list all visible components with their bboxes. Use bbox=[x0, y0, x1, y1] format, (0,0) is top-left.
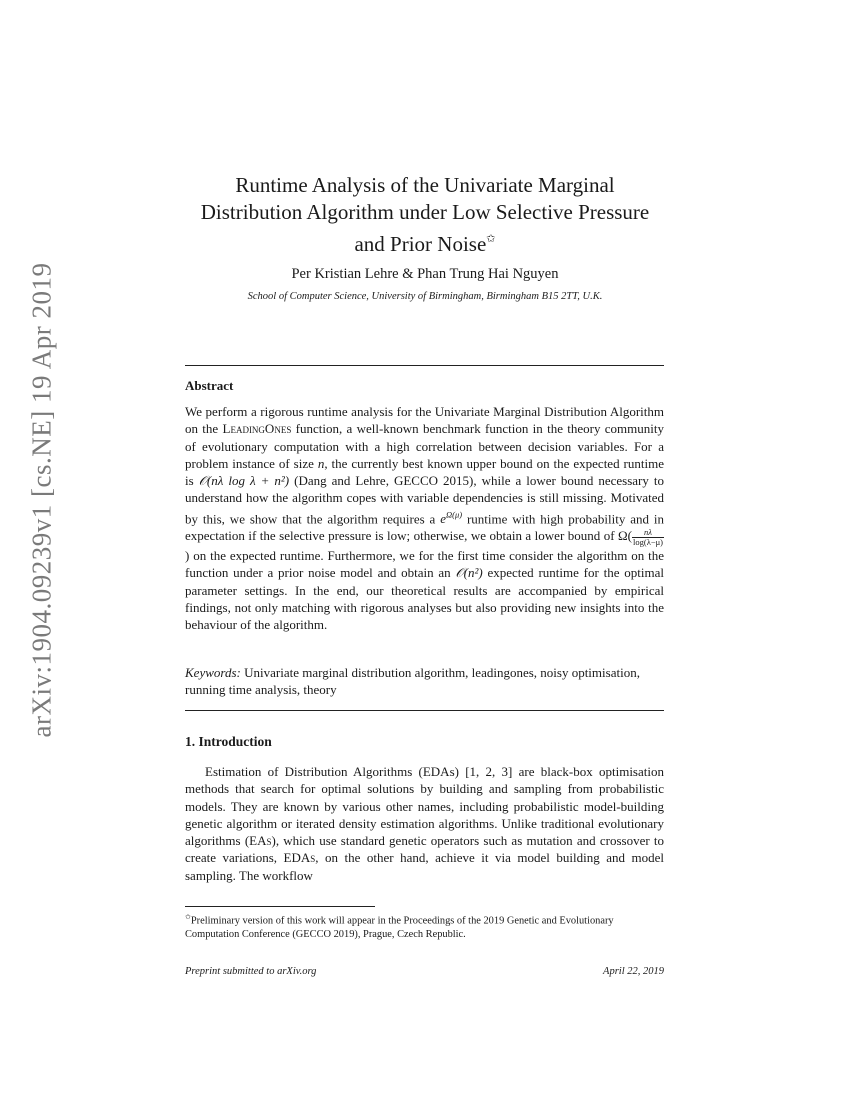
keywords-label: Keywords: bbox=[185, 665, 241, 680]
abstract-top-rule bbox=[185, 365, 664, 366]
abstract-body: We perform a rigorous runtime analysis for the Univariate Marginal Distribution Algorithm on the LeadingOnes function, a well-known benchmark function in the theory community of evolutionary computation with a high correlation between decision variables. For a problem instance of size n, the currently best known upper bound on the expected runtime is 𝒪(nλ log λ + n²) (Dang and Lehre, GECCO 2015), while a lower bound necessary to understand how the algorithm copes with variable dependencies is still missing. Motivated by this, we show that the algorithm requires a $e^{\Omega(\mu)}$ runtime with high probability and in expectation if the selective pressure is low; otherwise, we obtain a lower bound of Ω( $\frac{n\lambda}{\log(\lambda-\mu)}$ ) on the expected runtime. Furthermore, we for the first time consider the algorithm on the function under a prior noise model and obtain an 𝒪(n²) expected runtime for the optimal parameter settings. In the end, our theoretical results are accompanied by empirical findings, not only matching with rigorous analyses but also providing new insights into the behaviour of the algorithm. bbox=[185, 404, 665, 633]
footnote-mark: ✩ bbox=[185, 913, 191, 921]
title-line-2: Distribution Algorithm under Low Selective Pressure bbox=[200, 200, 650, 224]
section-heading-introduction: 1. Introduction bbox=[185, 734, 272, 749]
affiliation: School of Computer Science, University of Birmingham, Birmingham B15 2TT, U.K. bbox=[247, 291, 603, 302]
exp-runtime-formula: $e^{\Omega(\mu)}$ bbox=[440, 509, 463, 527]
preprint-date: April 22, 2019 bbox=[603, 966, 664, 977]
title-line-1: Runtime Analysis of the Univariate Marginal bbox=[235, 173, 615, 197]
abstract-heading: Abstract bbox=[185, 378, 234, 393]
footnote-text: Preliminary version of this work will appear in the Proceedings of the 2019 Genetic and Evolutionary Computation Conference (GECCO 2019), Prague, Czech Republic. bbox=[185, 915, 614, 941]
noise-bound-formula: 𝒪(n²) bbox=[455, 565, 483, 581]
footnote-rule bbox=[185, 906, 375, 907]
title-line-3: and Prior Noise✩ bbox=[354, 232, 496, 256]
upper-bound-formula: 𝒪(nλ log λ + n²) bbox=[198, 473, 290, 489]
abstract-bottom-rule bbox=[185, 710, 664, 711]
leadingones-term: LeadingOnes bbox=[222, 421, 292, 437]
lower-bound-formula: Ω( $\frac{n\lambda}{\log(\lambda-\mu)}$ ) bbox=[185, 526, 663, 563]
title-footnote-mark: ✩ bbox=[486, 233, 496, 245]
arxiv-identifier-text: arXiv:1904.09239v1 [cs.NE] 19 Apr 2019 bbox=[26, 262, 57, 738]
authors: Per Kristian Lehre & Phan Trung Hai Nguyen bbox=[291, 266, 559, 282]
preprint-note: Preprint submitted to arXiv.org bbox=[185, 966, 317, 977]
footnote bbox=[185, 910, 664, 942]
keywords-text: Univariate marginal distribution algorithm, leadingones, noisy optimisation, running time analysis, theory bbox=[185, 665, 640, 698]
keywords bbox=[185, 664, 664, 699]
paper-title bbox=[185, 172, 665, 258]
introduction-paragraph: Estimation of Distribution Algorithms (EDAs) [1, 2, 3] are black-box optimisation methods that search for optimal solutions by building and sampling from probabilistic models. They are known by various other names, including probabilistic model-building genetic algorithm or iterated density estimation algorithms. Unlike traditional evolutionary algorithms (EAs), which use standard genetic operators such as mutation and crossover to create variations, EDAs, on the other hand, achieve it via model building and model sampling. The workflow bbox=[185, 764, 665, 883]
